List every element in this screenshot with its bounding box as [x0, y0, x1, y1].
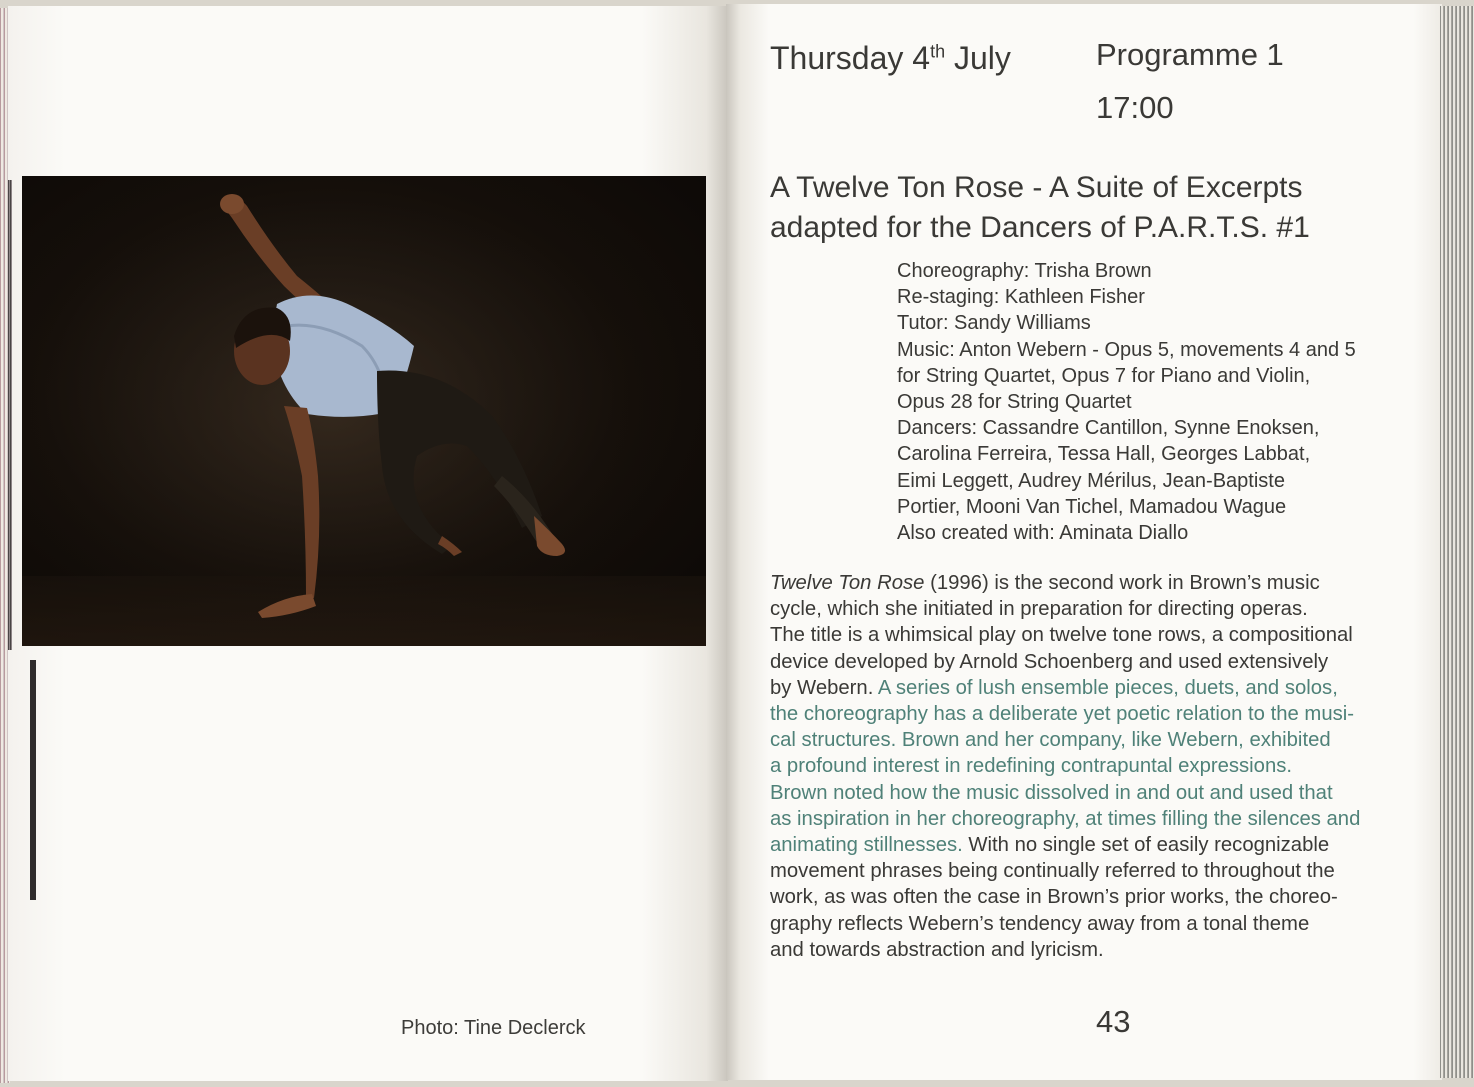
paragraph-line: and towards abstraction and lyricism. — [770, 938, 1104, 961]
paragraph-line — [770, 675, 1420, 701]
credit-line: Music: Anton Webern - Opus 5, movements 4 and 5 — [897, 338, 1356, 361]
paragraph-line: graphy reflects Webern’s tendency away from a tonal theme — [770, 912, 1310, 935]
date-suffix: th — [930, 41, 946, 62]
paragraph-line: device developed by Arnold Schoenberg and used extensively — [770, 650, 1329, 673]
description-paragraph — [770, 570, 1420, 963]
credit-line: Tutor: Sandy Williams — [897, 312, 1091, 335]
left-binding-mark — [30, 660, 36, 900]
credit-line: Portier, Mooni Van Tichel, Mamadou Wague — [897, 495, 1287, 518]
line-text: (1996) is the second work in Brown’s music — [924, 572, 1320, 594]
line-text: With no single set of easily recognizable — [962, 834, 1330, 857]
page-number: 43 — [1096, 1004, 1131, 1039]
event-time: 17:00 — [1096, 90, 1174, 125]
credit-line: Carolina Ferreira, Tessa Hall, Georges Labbat, — [897, 443, 1311, 466]
photo-caption: Photo: Tine Declerck — [401, 1017, 586, 1039]
credit-line: Dancers: Cassandre Cantillon, Synne Enoksen, — [897, 417, 1320, 440]
credit-line: Also created with: Aminata Diallo — [897, 522, 1189, 545]
dancer-photo — [22, 176, 706, 646]
credit-line: Opus 28 for String Quartet — [897, 391, 1132, 414]
highlighted-line: the choreography has a deliberate yet poetic relation to the musi- — [770, 703, 1354, 726]
credit-line: Eimi Leggett, Audrey Mérilus, Jean-Baptiste — [897, 469, 1285, 492]
right-page-stack-edge — [1440, 6, 1474, 1078]
highlighted-text: A series of lush ensemble pieces, duets, and solos, — [877, 676, 1338, 699]
work-title-italic: Twelve Ton Rose — [770, 572, 925, 594]
paragraph-line: The title is a whimsical play on twelve tone rows, a compositional — [770, 624, 1353, 647]
line-text: by Webern. — [770, 676, 878, 699]
piece-title — [770, 168, 1390, 248]
paragraph-line — [770, 832, 1420, 858]
date-month: July — [953, 40, 1011, 76]
paragraph-line: work, as was often the case in Brown’s prior works, the choreo- — [770, 886, 1338, 909]
highlighted-line: a profound interest in redefining contrapuntal expressions. — [770, 755, 1293, 778]
highlighted-text: animating stillnesses. — [770, 834, 963, 857]
credit-line: for String Quartet, Opus 7 for Piano and Violin, — [897, 364, 1311, 387]
left-binding-marks — [8, 180, 12, 650]
title-line: adapted for the Dancers of P.A.R.T.S. #1 — [770, 211, 1310, 244]
event-date — [770, 40, 1011, 77]
dancer-illustration — [22, 176, 706, 646]
highlighted-line: cal structures. Brown and her company, like Webern, exhibited — [770, 729, 1331, 752]
paragraph-line: cycle, which she initiated in preparation for directing operas. — [770, 598, 1308, 621]
date-day: Thursday 4 — [770, 40, 931, 76]
paragraph-line — [770, 570, 1420, 596]
title-line: A Twelve Ton Rose - A Suite of Excerpts — [770, 171, 1303, 204]
highlighted-line: Brown noted how the music dissolved in and out and used that — [770, 781, 1333, 804]
credit-line: Choreography: Trisha Brown — [897, 260, 1152, 282]
credit-line: Re-staging: Kathleen Fisher — [897, 286, 1145, 309]
paragraph-line: movement phrases being continually referred to throughout the — [770, 860, 1335, 883]
programme-label: Programme 1 — [1096, 37, 1284, 72]
highlighted-line: as inspiration in her choreography, at times filling the silences and — [770, 807, 1361, 830]
credits-block — [897, 258, 1417, 546]
